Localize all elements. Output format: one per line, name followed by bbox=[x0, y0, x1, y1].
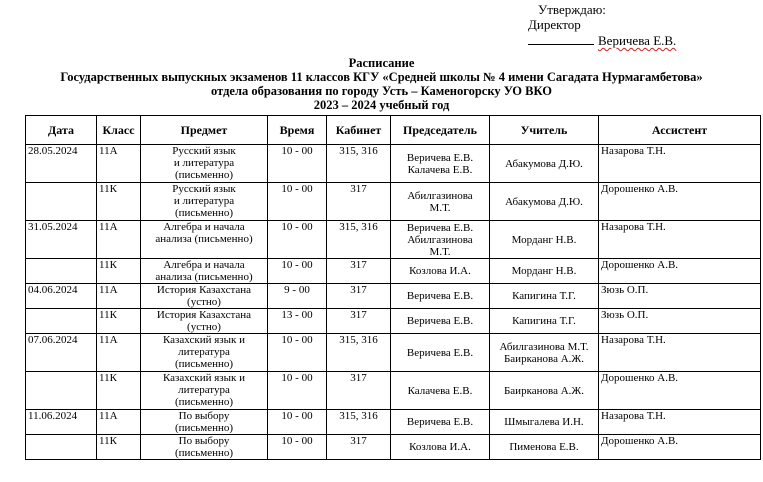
approval-position: Директор bbox=[528, 17, 581, 32]
cell-teacher: Баирканова А.Ж. bbox=[490, 372, 599, 410]
cell-room: 317 bbox=[327, 259, 391, 284]
approval-signature-row bbox=[528, 32, 676, 48]
subject-line: (письменно) bbox=[174, 447, 234, 459]
chair-line: Абилгазинова bbox=[407, 233, 473, 246]
cell-class: 11А bbox=[97, 410, 141, 435]
cell-room: 315, 316 bbox=[327, 145, 391, 183]
subject-line: (письменно) bbox=[174, 422, 234, 434]
cell-date: 31.05.2024 bbox=[26, 221, 97, 259]
cell-chair bbox=[391, 410, 490, 435]
signature-line bbox=[528, 32, 594, 45]
cell-assistant: Зюзь О.П. bbox=[599, 309, 761, 334]
cell-time: 10 - 00 bbox=[268, 221, 327, 259]
cell-subject bbox=[141, 284, 268, 309]
approval-name: Веричева Е.В. bbox=[598, 33, 677, 48]
header-subject: Предмет bbox=[141, 116, 268, 145]
cell-subject bbox=[141, 309, 268, 334]
cell-teacher: Абакумова Д.Ю. bbox=[490, 145, 599, 183]
cell-chair bbox=[391, 284, 490, 309]
subject-line: (письменно) bbox=[174, 169, 234, 181]
cell-class: 11К bbox=[97, 183, 141, 221]
chair-line: М.Т. bbox=[429, 245, 451, 258]
subject-line: (письменно) bbox=[174, 358, 234, 370]
cell-date: 11.06.2024 bbox=[26, 410, 97, 435]
cell-class: 11К bbox=[97, 309, 141, 334]
table-row bbox=[26, 410, 761, 435]
table-row bbox=[26, 183, 761, 221]
cell-time: 13 - 00 bbox=[268, 309, 327, 334]
cell-assistant: Зюзь О.П. bbox=[599, 284, 761, 309]
header-chair: Председатель bbox=[391, 116, 490, 145]
cell-subject bbox=[141, 435, 268, 460]
title-line-3: отдела образования по городу Усть – Каменогорску УО ВКО bbox=[211, 84, 552, 98]
cell-date bbox=[26, 259, 97, 284]
chair-line: Козлова И.А. bbox=[409, 441, 471, 453]
cell-time: 10 - 00 bbox=[268, 372, 327, 410]
chair-line: Веричева Е.В. bbox=[406, 290, 474, 302]
subject-line: Русский язык bbox=[172, 145, 236, 157]
subject-line: История Казахстана bbox=[156, 284, 252, 296]
cell-time: 10 - 00 bbox=[268, 410, 327, 435]
cell-chair bbox=[391, 435, 490, 460]
cell-room: 317 bbox=[327, 372, 391, 410]
cell-assistant: Назарова Т.Н. bbox=[599, 145, 761, 183]
cell-teacher: Капигина Т.Г. bbox=[490, 284, 599, 309]
cell-time: 10 - 00 bbox=[268, 145, 327, 183]
cell-date bbox=[26, 435, 97, 460]
table-row bbox=[26, 259, 761, 284]
cell-chair bbox=[391, 372, 490, 410]
approval-block bbox=[528, 2, 676, 48]
title-line-4: 2023 – 2024 учебный год bbox=[313, 98, 450, 112]
cell-teacher: Капигина Т.Г. bbox=[490, 309, 599, 334]
table-row bbox=[26, 435, 761, 460]
cell-subject bbox=[141, 372, 268, 410]
table-header-row bbox=[26, 116, 761, 145]
subject-line: и литература bbox=[173, 157, 235, 169]
subject-line: По выбору bbox=[178, 410, 230, 422]
chair-line: Веричева Е.В. bbox=[406, 151, 474, 164]
cell-teacher: Морданг Н.В. bbox=[490, 221, 599, 259]
cell-date: 28.05.2024 bbox=[26, 145, 97, 183]
cell-chair bbox=[391, 334, 490, 372]
subject-line: Казахский язык и bbox=[162, 334, 245, 346]
header-teacher: Учитель bbox=[490, 116, 599, 145]
cell-date: 07.06.2024 bbox=[26, 334, 97, 372]
cell-assistant: Дорошенко А.В. bbox=[599, 259, 761, 284]
title-line-1: Расписание bbox=[348, 56, 415, 70]
cell-assistant: Назарова Т.Н. bbox=[599, 221, 761, 259]
cell-room: 315, 316 bbox=[327, 334, 391, 372]
cell-time: 9 - 00 bbox=[268, 284, 327, 309]
subject-line: литература bbox=[178, 384, 230, 396]
header-assistant: Ассистент bbox=[599, 116, 761, 145]
cell-subject bbox=[141, 259, 268, 284]
cell-chair bbox=[391, 183, 490, 221]
cell-teacher: Абилгазинова М.Т. Баирканова А.Ж. bbox=[490, 334, 599, 372]
chair-line: Козлова И.А. bbox=[409, 265, 471, 277]
cell-assistant: Дорошенко А.В. bbox=[599, 435, 761, 460]
cell-class: 11А bbox=[97, 284, 141, 309]
chair-line: Веричева Е.В. bbox=[406, 221, 474, 234]
cell-class: 11А bbox=[97, 221, 141, 259]
header-room: Кабинет bbox=[327, 116, 391, 145]
table-row bbox=[26, 372, 761, 410]
cell-chair bbox=[391, 221, 490, 259]
table-row bbox=[26, 309, 761, 334]
chair-line: Абилгазинова bbox=[407, 189, 473, 202]
cell-assistant: Назарова Т.Н. bbox=[599, 334, 761, 372]
cell-room: 315, 316 bbox=[327, 410, 391, 435]
subject-line: литература bbox=[178, 346, 230, 358]
cell-chair bbox=[391, 145, 490, 183]
cell-subject bbox=[141, 221, 268, 259]
cell-time: 10 - 00 bbox=[268, 435, 327, 460]
document-title bbox=[0, 56, 763, 112]
table-row bbox=[26, 145, 761, 183]
cell-chair bbox=[391, 259, 490, 284]
chair-line: М.Т. bbox=[429, 201, 451, 214]
chair-line: Веричева Е.В. bbox=[406, 315, 474, 327]
chair-line: Веричева Е.В. bbox=[406, 416, 474, 428]
cell-class: 11К bbox=[97, 435, 141, 460]
cell-room: 315, 316 bbox=[327, 221, 391, 259]
cell-room: 317 bbox=[327, 284, 391, 309]
subject-line: (письменно) bbox=[174, 207, 234, 219]
title-line-2: Государственных выпускных экзаменов 11 классов КГУ «Средней школы № 4 имени Сагадата Нурмагамбетова» bbox=[60, 70, 703, 84]
exam-schedule-table bbox=[25, 115, 761, 460]
cell-chair bbox=[391, 309, 490, 334]
table-row bbox=[26, 334, 761, 372]
cell-class: 11К bbox=[97, 372, 141, 410]
cell-subject bbox=[141, 145, 268, 183]
cell-teacher: Шмыгалева И.Н. bbox=[490, 410, 599, 435]
subject-line: Русский язык bbox=[172, 183, 236, 195]
chair-line: Веричева Е.В. bbox=[406, 346, 474, 359]
chair-line: Калачева Е.В. bbox=[407, 163, 473, 176]
cell-room: 317 bbox=[327, 183, 391, 221]
cell-date bbox=[26, 183, 97, 221]
cell-teacher: Пименова Е.В. bbox=[490, 435, 599, 460]
cell-assistant: Дорошенко А.В. bbox=[599, 372, 761, 410]
subject-line: По выбору bbox=[178, 435, 230, 447]
cell-date bbox=[26, 309, 97, 334]
cell-teacher: Абакумова Д.Ю. bbox=[490, 183, 599, 221]
cell-room: 317 bbox=[327, 309, 391, 334]
cell-time: 10 - 00 bbox=[268, 259, 327, 284]
subject-line: анализа (письменно) bbox=[155, 233, 253, 245]
header-date: Дата bbox=[26, 116, 97, 145]
subject-line: и литература bbox=[173, 195, 235, 207]
cell-date bbox=[26, 372, 97, 410]
cell-time: 10 - 00 bbox=[268, 334, 327, 372]
table-row bbox=[26, 284, 761, 309]
cell-class: 11А bbox=[97, 145, 141, 183]
approval-label: Утверждаю: bbox=[538, 2, 606, 17]
subject-line: (письменно) bbox=[174, 396, 234, 408]
header-time: Время bbox=[268, 116, 327, 145]
cell-time: 10 - 00 bbox=[268, 183, 327, 221]
cell-assistant: Назарова Т.Н. bbox=[599, 410, 761, 435]
cell-class: 11К bbox=[97, 259, 141, 284]
subject-line: Алгебра и начала bbox=[163, 259, 245, 271]
cell-class: 11А bbox=[97, 334, 141, 372]
header-class: Класс bbox=[97, 116, 141, 145]
cell-subject bbox=[141, 334, 268, 372]
subject-line: История Казахстана bbox=[156, 309, 252, 321]
cell-subject bbox=[141, 410, 268, 435]
subject-line: (устно) bbox=[187, 296, 221, 308]
cell-subject bbox=[141, 183, 268, 221]
table-body bbox=[26, 145, 761, 460]
subject-line: (устно) bbox=[187, 321, 221, 333]
chair-line: Калачева Е.В. bbox=[407, 384, 473, 397]
cell-date: 04.06.2024 bbox=[26, 284, 97, 309]
subject-line: анализа (письменно) bbox=[155, 271, 253, 283]
cell-assistant: Дорошенко А.В. bbox=[599, 183, 761, 221]
subject-line: Казахский язык и bbox=[162, 372, 245, 384]
subject-line: Алгебра и начала bbox=[163, 221, 245, 233]
cell-teacher: Морданг Н.В. bbox=[490, 259, 599, 284]
table-row bbox=[26, 221, 761, 259]
cell-room: 317 bbox=[327, 435, 391, 460]
